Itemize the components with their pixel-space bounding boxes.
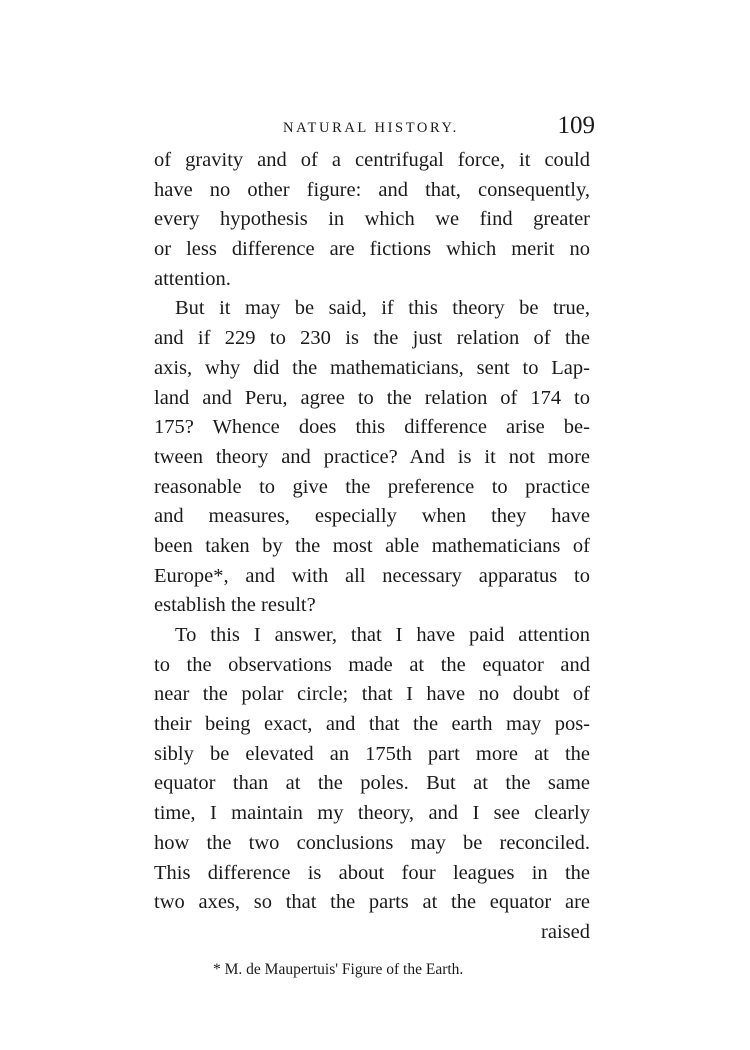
text-line: axis, why did the mathematicians, sent to Lap-: [154, 356, 590, 379]
text-line: been taken by the most able mathematicians of: [154, 534, 590, 557]
page-number: 109: [557, 112, 595, 139]
text-line: reasonable to give the preference to practice: [154, 475, 590, 498]
text-line: tween theory and practice? And is it not more: [154, 445, 590, 468]
body-text: [154, 146, 590, 948]
text-line: equator than at the poles. But at the same: [154, 772, 590, 795]
text-line: of gravity and of a centrifugal force, it could: [154, 149, 590, 171]
catchword: raised: [541, 920, 590, 943]
running-title: NATURAL HISTORY.: [283, 120, 459, 136]
text-line: land and Peru, agree to the relation of 174 to: [154, 386, 590, 409]
text-line: sibly be elevated an 175th part more at the: [154, 742, 590, 765]
running-head: [283, 112, 595, 142]
text-line: two axes, so that the parts at the equator are: [154, 891, 590, 914]
text-line: This difference is about four leagues in the: [154, 861, 590, 884]
text-line: have no other figure: and that, consequently,: [154, 178, 590, 201]
text-line: to the observations made at the equator and: [154, 653, 590, 676]
footnote: * M. de Maupertuis' Figure of the Earth.: [213, 961, 464, 978]
text-line: how the two conclusions may be reconciled.: [154, 831, 590, 854]
text-line: near the polar circle; that I have no doubt of: [154, 683, 590, 706]
text-line: But it may be said, if this theory be true,: [175, 297, 590, 320]
text-line: establish the result?: [154, 594, 316, 617]
text-line: To this I answer, that I have paid attention: [175, 624, 590, 646]
text-line: and measures, especially when they have: [154, 505, 590, 528]
text-line: 175? Whence does this difference arise be-: [154, 416, 590, 439]
text-line: every hypothesis in which we find greater: [154, 208, 590, 231]
text-line: time, I maintain my theory, and I see clearly: [154, 802, 590, 825]
text-line: and if 229 to 230 is the just relation of the: [154, 327, 590, 350]
text-line: Europe*, and with all necessary apparatus to: [154, 564, 590, 587]
text-line: or less difference are fictions which merit no: [154, 238, 590, 261]
text-line: their being exact, and that the earth may pos-: [154, 713, 590, 736]
text-line: attention.: [154, 267, 231, 290]
